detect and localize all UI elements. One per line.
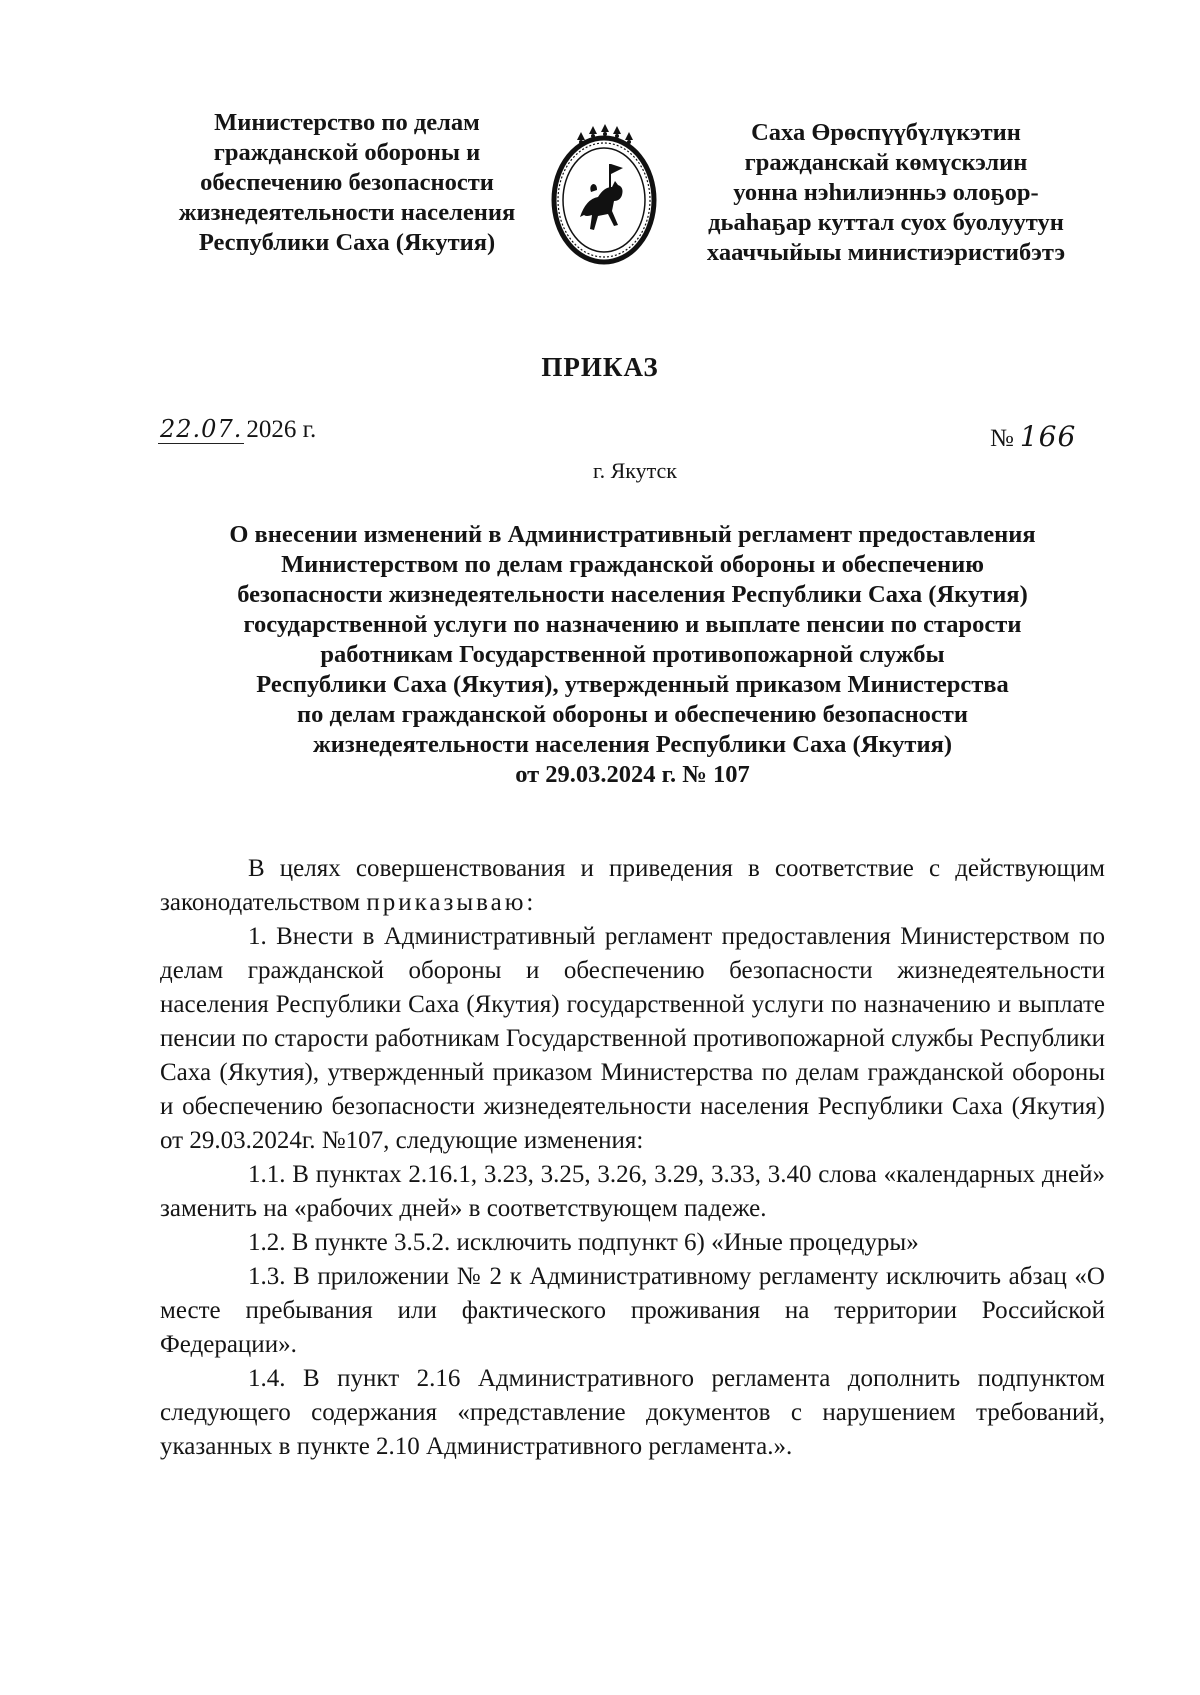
document-title: ПРИКАЗ — [541, 352, 659, 382]
body-paragraph: 1.3. В приложении № 2 к Административному регламенту исключить абзац «О месте пребывания или фактического проживания на территории Российской Федерации». — [160, 1263, 1105, 1358]
subject-line: от 29.03.2024 г. № 107 — [515, 761, 750, 788]
header-line: жизнедеятельности населения — [178, 199, 516, 226]
body-paragraph: 1. Внести в Административный регламент предоставления Министерством по делам гражданской обороны и обеспечению безопасности жизнедеятельности населения Республики Саха (Якутия) государственной услуги по назначению и выплате пенсии по старости работникам Государственной противопожарной службы Республики Саха (Якутия), утвержденный приказом Министерства по делам гражданской обороны и обеспечению безопасности жизнедеятельности населения Республики Саха (Якутия) от 29.03.2024г. №107, следующие изменения: — [160, 923, 1105, 1154]
ministry-name-russian — [158, 108, 536, 258]
subject-line: Министерством по делам гражданской обороны и обеспечению — [281, 551, 984, 578]
preamble-text: В целях совершенствования и приведения в соответствие с действующим законодательством — [160, 855, 1105, 916]
document-date — [158, 415, 316, 444]
handwritten-date: 22.07. — [160, 415, 243, 443]
body-paragraph: 1.1. В пунктах 2.16.1, 3.23, 3.25, 3.26, 3.29, 3.33, 3.40 слова «календарных дней» заменить на «рабочих дней» в соответствующем падеже. — [160, 1161, 1105, 1222]
subject-line: О внесении изменений в Административный регламент предоставления — [229, 521, 1036, 548]
preamble-paragraph — [160, 852, 1105, 920]
header-line: гражданскай көмүскэлин — [744, 149, 1028, 176]
subject-line: работникам Государственной противопожарной службы — [320, 641, 945, 668]
header-line: Республики Саха (Якутия) — [198, 229, 496, 256]
body-paragraph: 1.2. В пункте 3.5.2. исключить подпункт 6) «Иные процедуры» — [248, 1229, 919, 1256]
order-subject — [160, 520, 1105, 790]
header-line: дьаһаҕар куттал суох буолуутун — [708, 209, 1064, 236]
subject-line: государственной услуги по назначению и выплате пенсии по старости — [243, 611, 1022, 638]
header-line: Саха Өрөспүүбүлүкэтин — [751, 119, 1021, 146]
order-word: приказываю: — [366, 889, 537, 916]
header-line: хааччыйыы министиэристибэтэ — [706, 239, 1066, 266]
date-year: 2026 г. — [246, 416, 317, 443]
header-line: уонна нэһилиэнньэ олоҕор- — [733, 179, 1039, 206]
document-city: г. Якутск — [593, 458, 677, 483]
handwritten-number: 166 — [1019, 420, 1077, 453]
subject-line: Республики Саха (Якутия), утвержденный приказом Министерства — [256, 671, 1009, 698]
number-label: № — [990, 425, 1014, 452]
subject-line: по делам гражданской обороны и обеспечению безопасности — [297, 701, 968, 728]
ministry-name-yakut — [676, 118, 1096, 268]
body-paragraph: 1.4. В пункт 2.16 Административного регламента дополнить подпунктом следующего содержания «представление документов с нарушением требований, указанных в пункте 2.10 Административного регламента.». — [160, 1365, 1105, 1460]
subject-line: жизнедеятельности населения Республики Саха (Якутия) — [313, 731, 952, 758]
header-line: обеспечению безопасности — [200, 169, 494, 196]
header-line: гражданской обороны и — [213, 139, 481, 166]
header-line: Министерство по делам — [214, 109, 480, 136]
subject-line: безопасности жизнедеятельности населения Республики Саха (Якутия) — [237, 581, 1028, 608]
document-number — [990, 420, 1076, 453]
coat-of-arms-emblem — [547, 122, 662, 270]
order-body — [160, 852, 1105, 1464]
